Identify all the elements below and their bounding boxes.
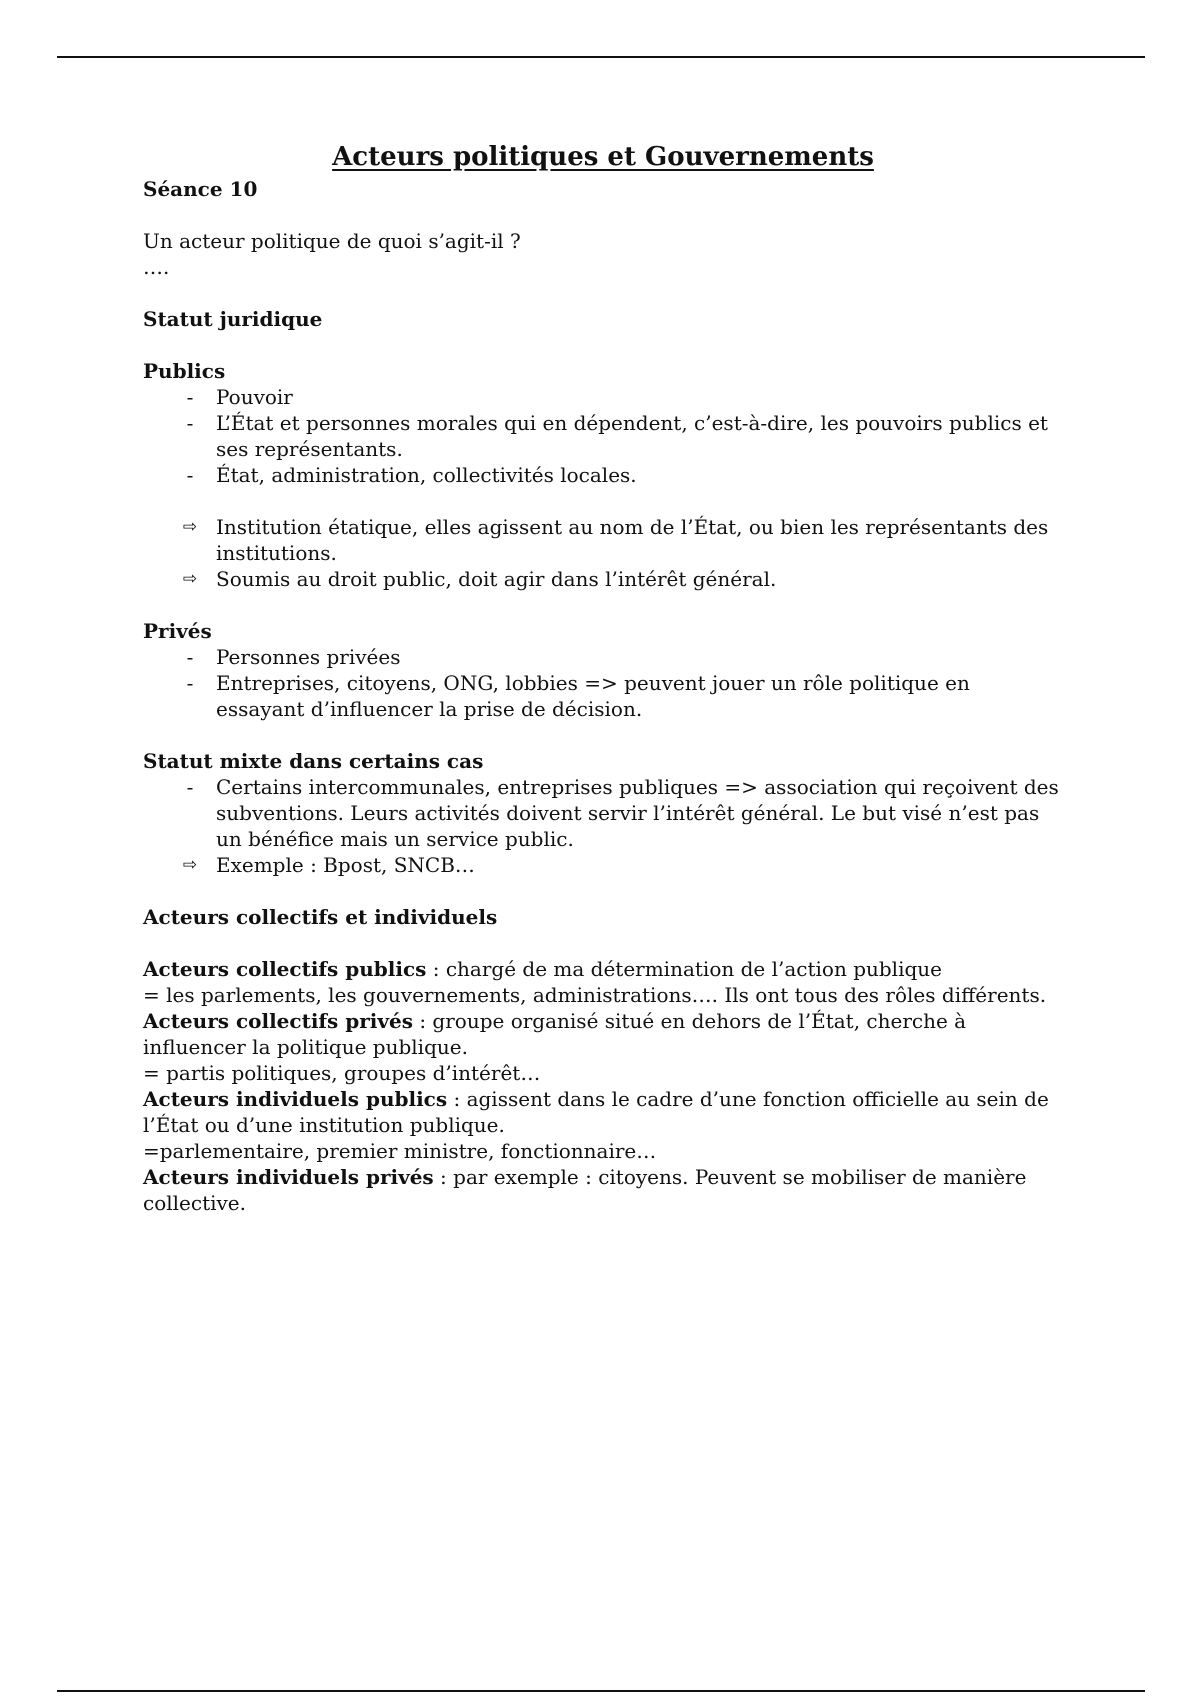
publics-arrow-list [143, 514, 1063, 592]
definition-collectifs-prives [143, 1008, 1063, 1060]
publics-list [143, 384, 1063, 488]
definition-text: : par exemple : citoyens. Peuvent se mobiliser de manière collective. [143, 1165, 1027, 1215]
list-item-text: L’État et personnes morales qui en dépendent, c’est-à-dire, les pouvoirs publics et ses représentants. [216, 411, 1048, 461]
list-item-text: Pouvoir [216, 385, 293, 409]
list-item-text: État, administration, collectivités locales. [216, 463, 637, 487]
definition-text: : agissent dans le cadre d’une fonction officielle au sein de l’État ou d’une institution publique. [143, 1087, 1049, 1137]
list-item [180, 774, 1063, 852]
list-item [180, 410, 1063, 462]
list-item [180, 644, 1063, 670]
definition-collectifs-publics [143, 956, 1063, 982]
prives-heading: Privés [143, 619, 212, 643]
intro-ellipsis: …. [143, 255, 170, 279]
collectifs-heading: Acteurs collectifs et individuels [143, 905, 498, 929]
prives-list [143, 644, 1063, 722]
document-title [143, 140, 1063, 174]
mixte-arrow-list [143, 852, 1063, 878]
list-item-text: Institution étatique, elles agissent au nom de l’État, ou bien les représentants des institutions. [216, 515, 1049, 565]
definition-individuels-publics [143, 1086, 1063, 1138]
list-item-text: Exemple : Bpost, SNCB… [216, 853, 475, 877]
list-item-text: Soumis au droit public, doit agir dans l’intérêt général. [216, 567, 777, 591]
statut-juridique-heading: Statut juridique [143, 307, 323, 331]
footer-rule [57, 1690, 1145, 1692]
session-label: Séance 10 [143, 177, 258, 201]
spacer [143, 878, 1063, 904]
header-rule [57, 56, 1145, 58]
definition-term: Acteurs individuels publics [143, 1087, 448, 1111]
definition-term: Acteurs collectifs publics [143, 957, 427, 981]
list-item [180, 566, 1063, 592]
document-title-text: Acteurs politiques et Gouvernements [332, 142, 874, 172]
definition-extra: = les parlements, les gouvernements, administrations…. Ils ont tous des rôles différents. [143, 983, 1047, 1007]
list-item-text: Personnes privées [216, 645, 401, 669]
definition-text: : chargé de ma détermination de l’action publique [426, 957, 942, 981]
spacer [143, 332, 1063, 358]
list-item [180, 462, 1063, 488]
dash-marker: - [186, 385, 194, 409]
document-page [143, 140, 1063, 1216]
list-item [180, 852, 1063, 878]
definition-term: Acteurs individuels privés [143, 1165, 434, 1189]
list-item-text: Certains intercommunales, entreprises publiques => association qui reçoivent des subventions. Leurs activités doivent servir l’intérêt général. Le but visé n’est pas un bénéfice mais un service public. [216, 775, 1059, 851]
list-item [180, 514, 1063, 566]
arrow-icon: ⇨ [182, 517, 198, 537]
dash-marker: - [186, 645, 194, 669]
list-item-text: Entreprises, citoyens, ONG, lobbies => peuvent jouer un rôle politique en essayant d’influencer la prise de décision. [216, 671, 970, 721]
definition-text: : groupe organisé situé en dehors de l’État, cherche à influencer la politique publique. [143, 1009, 967, 1059]
definition-individuels-prives [143, 1164, 1063, 1216]
mixte-list [143, 774, 1063, 852]
spacer [143, 280, 1063, 306]
list-item [180, 670, 1063, 722]
definition-extra: = partis politiques, groupes d’intérêt… [143, 1061, 541, 1085]
intro-question: Un acteur politique de quoi s’agit-il ? [143, 229, 521, 253]
definition-extra: =parlementaire, premier ministre, fonctionnaire… [143, 1139, 657, 1163]
dash-marker: - [186, 671, 194, 695]
spacer [143, 722, 1063, 748]
dash-marker: - [186, 775, 194, 799]
publics-heading: Publics [143, 359, 226, 383]
mixte-heading: Statut mixte dans certains cas [143, 749, 484, 773]
spacer [143, 930, 1063, 956]
spacer [143, 202, 1063, 228]
spacer [143, 488, 1063, 514]
dash-marker: - [186, 463, 194, 487]
dash-marker: - [186, 411, 194, 435]
list-item [180, 384, 1063, 410]
definition-term: Acteurs collectifs privés [143, 1009, 413, 1033]
arrow-icon: ⇨ [182, 569, 198, 589]
spacer [143, 592, 1063, 618]
arrow-icon: ⇨ [182, 855, 198, 875]
